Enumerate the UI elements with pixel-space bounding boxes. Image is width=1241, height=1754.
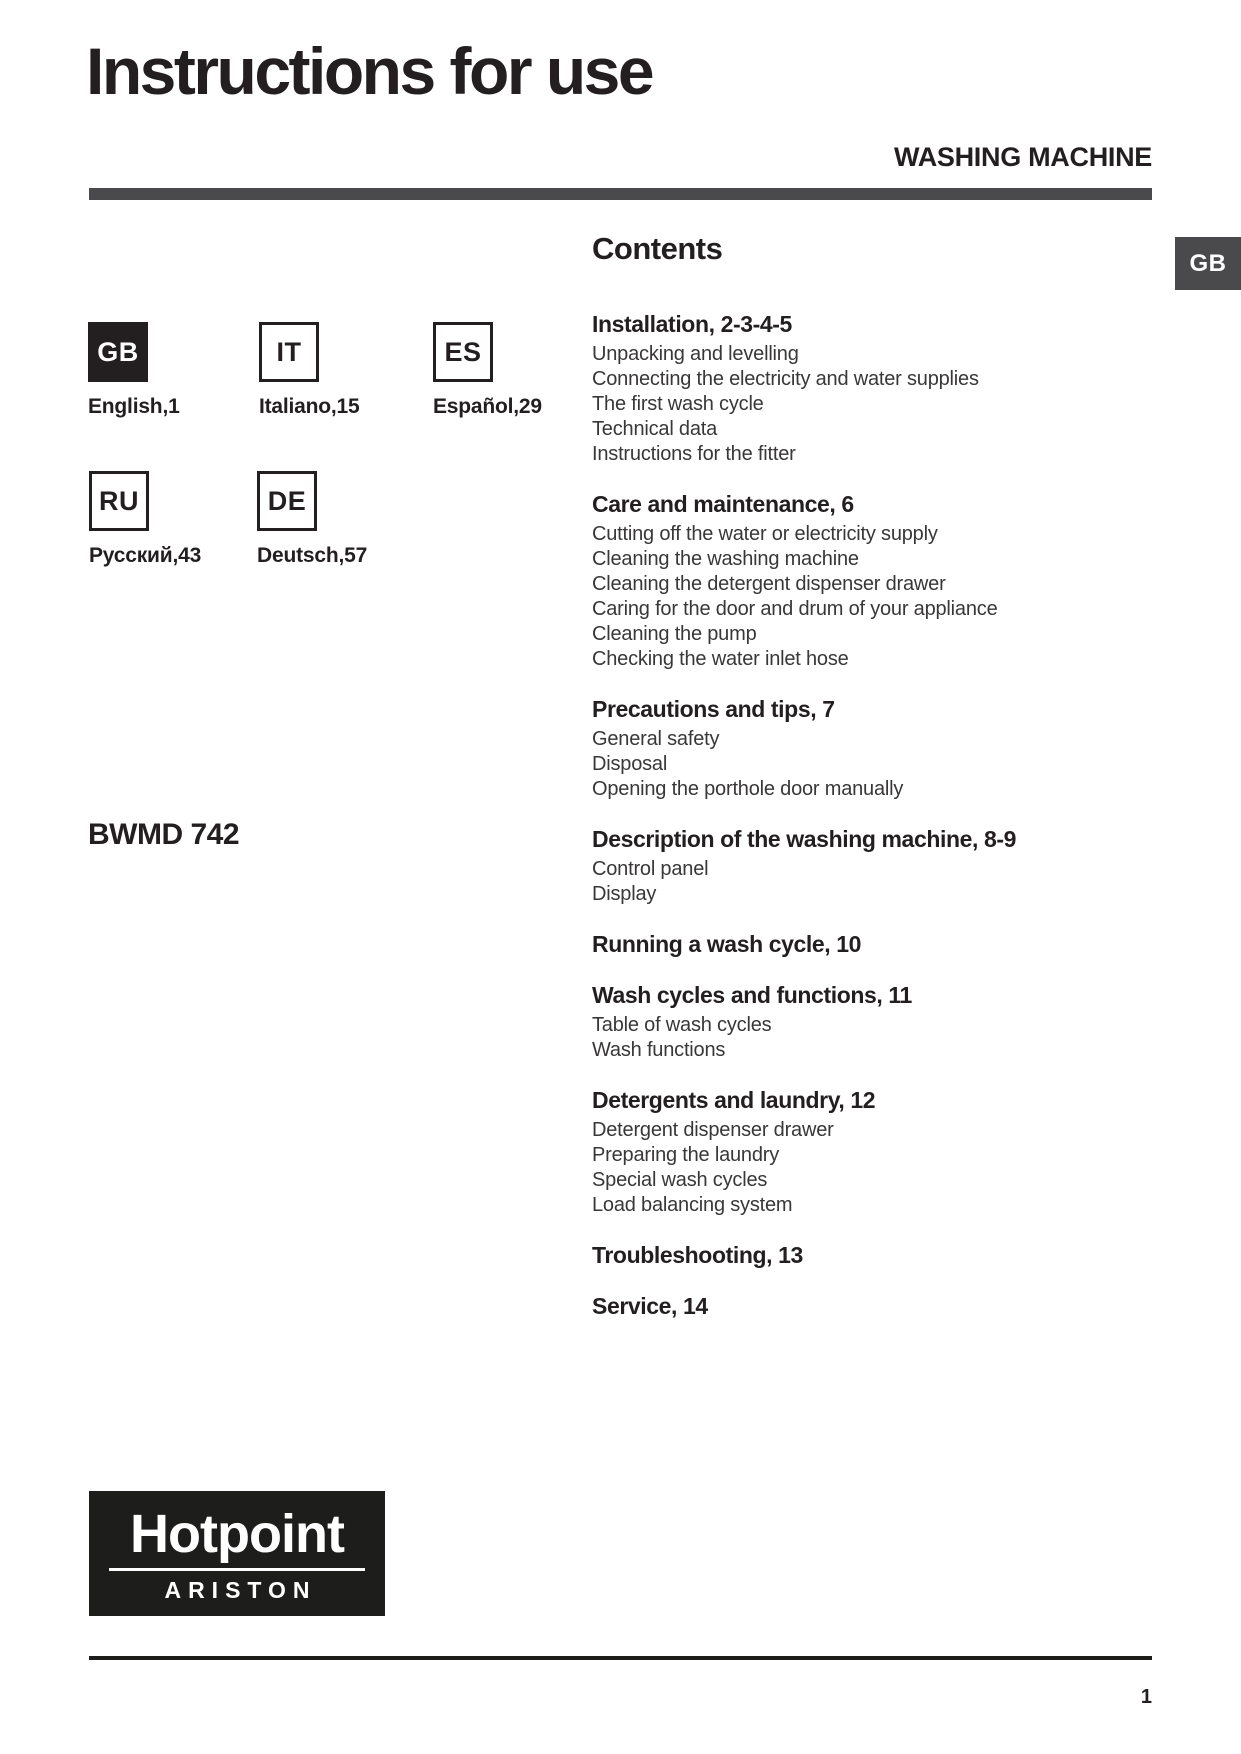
logo-sub-brand-text: ARISTON	[164, 1576, 317, 1603]
model-number: BWMD 742	[88, 818, 240, 851]
contents-item: Preparing the laundry	[592, 1144, 780, 1166]
contents-section-title: Running a wash cycle, 10	[592, 931, 862, 957]
contents-item: Cutting off the water or electricity supply	[592, 523, 938, 545]
language-edge-tab: GB	[1175, 237, 1241, 290]
language-code-box: IT	[259, 322, 319, 382]
contents-section	[592, 825, 1157, 907]
contents-section-title: Precautions and tips, 7	[592, 696, 835, 722]
language-label: Русский,43	[89, 544, 202, 567]
contents-item: Unpacking and levelling	[592, 343, 799, 365]
contents-item: Control panel	[592, 858, 709, 880]
contents-item: Instructions for the fitter	[592, 443, 796, 465]
contents-item: Cleaning the washing machine	[592, 548, 859, 570]
contents-section	[592, 695, 1157, 802]
contents-item: Wash functions	[592, 1039, 726, 1061]
contents-section	[592, 1292, 1157, 1320]
language-code-box: ES	[433, 322, 493, 382]
contents-heading: Contents	[592, 231, 723, 266]
contents-section	[592, 1241, 1157, 1269]
contents-item: Caring for the door and drum of your appliance	[592, 598, 998, 620]
contents-item: Opening the porthole door manually	[592, 778, 904, 800]
contents-column	[592, 232, 1157, 1343]
hotpoint-ariston-logo	[89, 1491, 385, 1616]
language-label: English,1	[88, 395, 180, 418]
contents-section-title: Detergents and laundry, 12	[592, 1087, 876, 1113]
language-label: Italiano,15	[259, 395, 360, 418]
page-title: Instructions for use	[86, 34, 653, 108]
contents-section-title: Installation, 2-3-4-5	[592, 311, 792, 337]
contents-item: General safety	[592, 728, 720, 750]
contents-section-title: Troubleshooting, 13	[592, 1242, 803, 1268]
header-rule	[89, 188, 1152, 200]
contents-sections	[592, 310, 1157, 1320]
language-option-it	[259, 322, 429, 419]
contents-item: Cleaning the detergent dispenser drawer	[592, 573, 946, 595]
logo-divider	[109, 1568, 365, 1571]
contents-item: Connecting the electricity and water supplies	[592, 368, 979, 390]
contents-item: Detergent dispenser drawer	[592, 1119, 834, 1141]
page-number: 1	[1140, 1686, 1152, 1708]
contents-section-title: Service, 14	[592, 1293, 708, 1319]
contents-item: Load balancing system	[592, 1194, 793, 1216]
contents-item: Technical data	[592, 418, 718, 440]
language-option-de	[257, 471, 427, 568]
language-code-box: DE	[257, 471, 317, 531]
contents-item: The first wash cycle	[592, 393, 764, 415]
contents-section	[592, 930, 1157, 958]
language-label: Español,29	[433, 395, 542, 418]
contents-section	[592, 1086, 1157, 1218]
contents-item: Checking the water inlet hose	[592, 648, 849, 670]
contents-section-title: Care and maintenance, 6	[592, 491, 854, 517]
contents-section-title: Description of the washing machine, 8-9	[592, 826, 1017, 852]
logo-brand-text: Hotpoint	[130, 1503, 344, 1564]
contents-item: Display	[592, 883, 657, 905]
contents-section	[592, 310, 1157, 467]
contents-item: Cleaning the pump	[592, 623, 757, 645]
contents-item: Special wash cycles	[592, 1169, 768, 1191]
appliance-type-label: WASHING MACHINE	[894, 142, 1152, 172]
language-label: Deutsch,57	[257, 544, 368, 567]
contents-section	[592, 490, 1157, 672]
language-option-ru	[89, 471, 259, 568]
contents-section-title: Wash cycles and functions, 11	[592, 982, 912, 1008]
language-code-box: RU	[89, 471, 149, 531]
language-option-es	[433, 322, 603, 419]
language-option-gb	[88, 322, 258, 419]
language-code-box: GB	[88, 322, 148, 382]
contents-item: Table of wash cycles	[592, 1014, 772, 1036]
contents-item: Disposal	[592, 753, 668, 775]
footer-rule	[89, 1656, 1152, 1660]
contents-section	[592, 981, 1157, 1063]
